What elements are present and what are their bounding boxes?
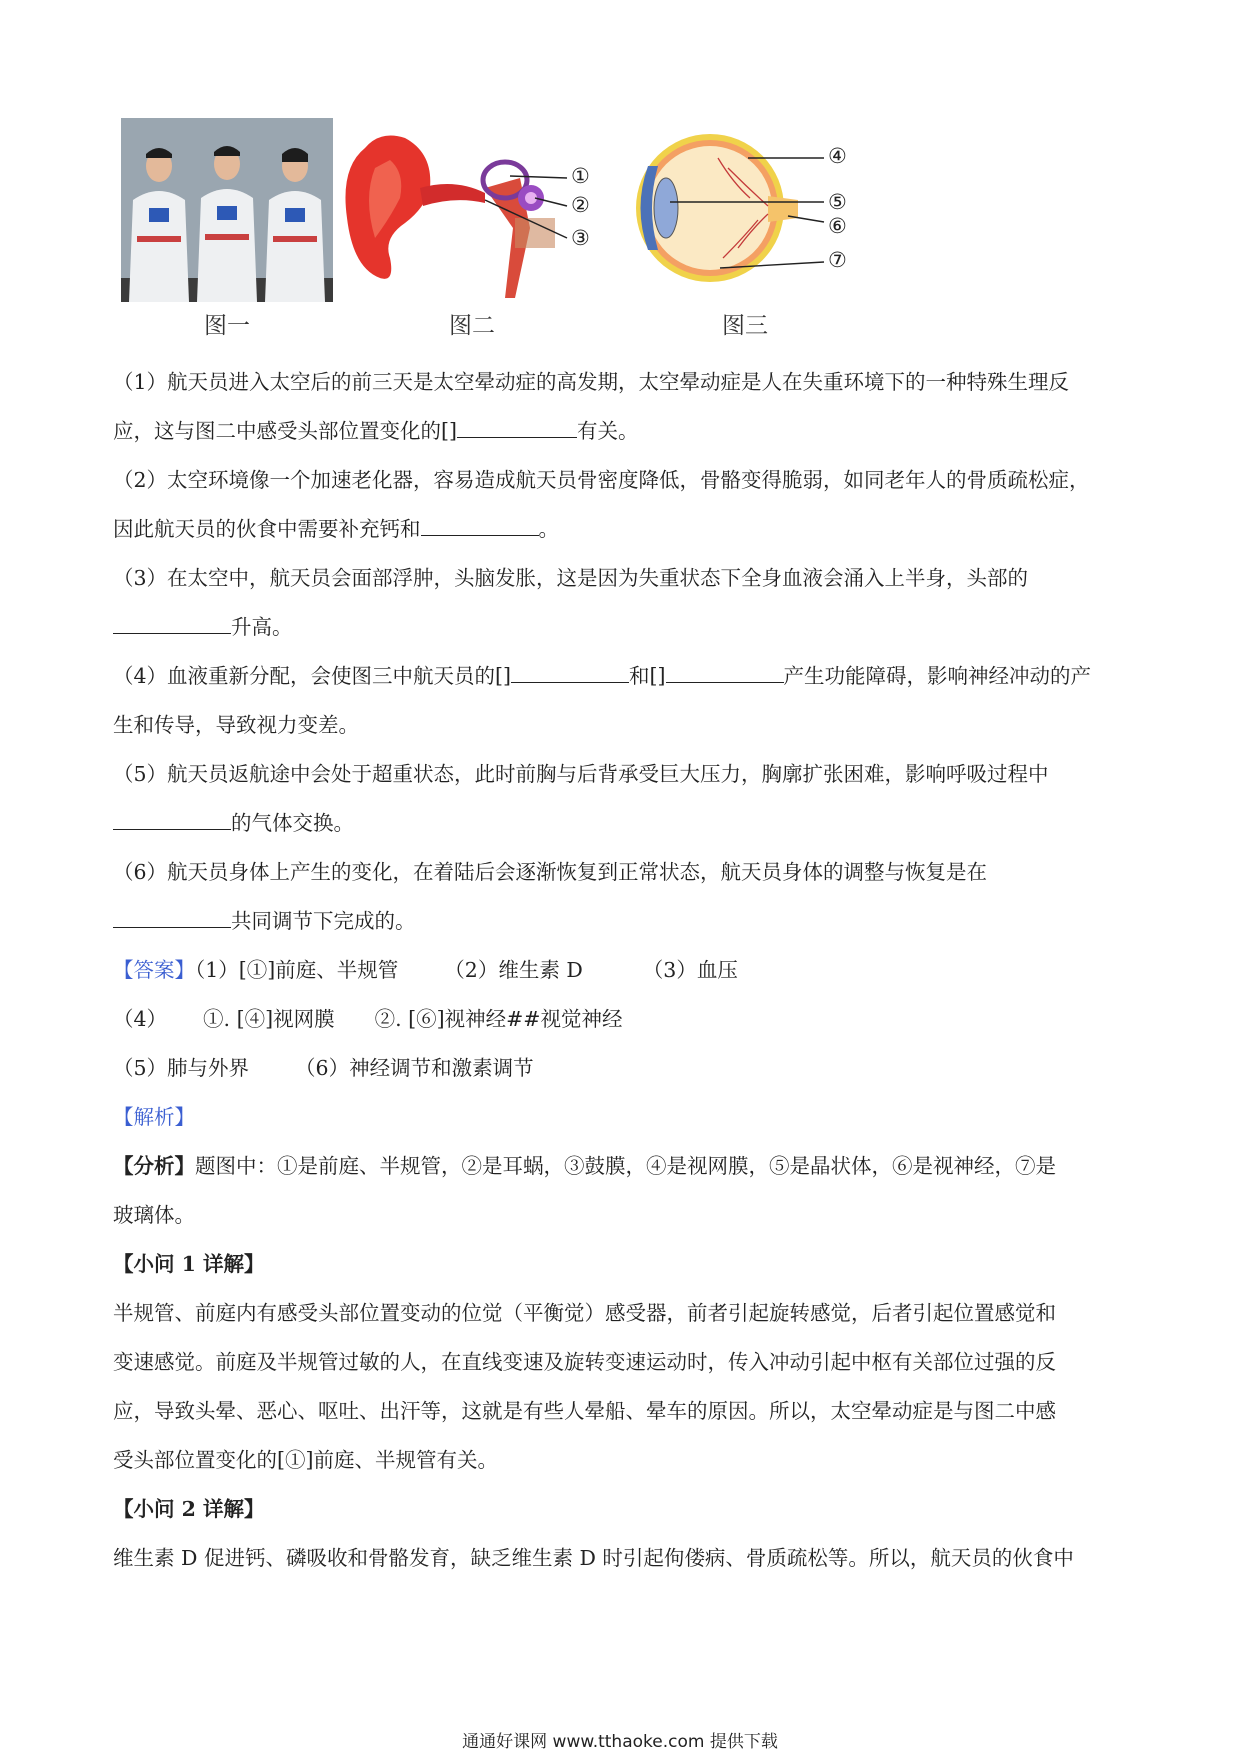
eye-label-4: ④ — [828, 144, 847, 168]
question-4 — [113, 652, 1133, 750]
question-5-line-2: 的气体交换。 — [113, 799, 1133, 848]
eye-label-6: ⑥ — [828, 214, 847, 238]
q1-detail-line: 变速感觉。前庭及半规管过敏的人，在直线变速及旋转变速运动时，传入冲动引起中枢有关部位过强的反 — [113, 1350, 1056, 1374]
answer-line-3: （5）肺与外界 （6）神经调节和激素调节 — [113, 1056, 534, 1080]
q2-detail-tag: 【小问 2 详解】 — [113, 1497, 265, 1521]
answer-blank[interactable] — [457, 417, 577, 438]
document-body — [113, 358, 1133, 1583]
eye-diagram — [628, 128, 858, 288]
ear-label-2: ② — [571, 193, 590, 217]
astronaut-photo — [121, 118, 333, 302]
question-6-line-2: 共同调节下完成的。 — [113, 897, 1133, 946]
analysis-tag: 【解析】 — [113, 1105, 195, 1129]
answer-blank[interactable] — [511, 662, 629, 683]
question-3-line-1: （3）在太空中，航天员会面部浮肿，头脑发胀，这是因为失重状态下全身血液会涌入上半身，头部的 — [113, 566, 1029, 590]
answer-tag: 【答案】 — [113, 958, 195, 982]
answer-blank[interactable] — [113, 613, 231, 634]
figure-caption-1: 图一 — [204, 313, 250, 339]
question-1-line-1: （1）航天员进入太空后的前三天是太空晕动症的高发期，太空晕动症是人在失重环境下的一种特殊生理反 — [113, 370, 1070, 394]
answer-line-1: 【答案】（1）[①]前庭、半规管 （2）维生素 D （3）血压 — [113, 958, 738, 982]
figure-caption-3: 图三 — [722, 313, 768, 339]
question-4-line-2: 生和传导，导致视力变差。 — [113, 713, 359, 737]
answer-blank[interactable] — [113, 809, 231, 830]
question-1-line-2: 应，这与图二中感受头部位置变化的[] 有关。 — [113, 419, 639, 443]
page-footer: 通通好课网 www.tthaoke.com 提供下载 — [462, 1732, 778, 1752]
answer-blank[interactable] — [666, 662, 784, 683]
q1-detail-tag: 【小问 1 详解】 — [113, 1252, 265, 1276]
question-6-line-1: （6）航天员身体上产生的变化，在着陆后会逐渐恢复到正常状态，航天员身体的调整与恢复是在 — [113, 860, 988, 884]
q1-detail-line: 应，导致头晕、恶心、呕吐、出汗等，这就是有些人晕船、晕车的原因。所以，太空晕动症是与图二中感 — [113, 1399, 1056, 1423]
analysis-fenxi: 【分析】题图中：①是前庭、半规管，②是耳蜗，③鼓膜，④是视网膜，⑤是晶状体，⑥是视神经，⑦是 — [113, 1154, 1056, 1178]
question-2-line-1: （2）太空环境像一个加速老化器，容易造成航天员骨密度降低，骨骼变得脆弱，如同老年人的骨质疏松症， — [113, 468, 1090, 492]
question-3-line-2: 升高。 — [113, 603, 1133, 652]
answer-line-2: （4） ①. [④]视网膜 ②. [⑥]视神经##视觉神经 — [113, 1007, 623, 1031]
question-5-line-1: （5）航天员返航途中会处于超重状态，此时前胸与后背承受巨大压力，胸廓扩张困难，影响呼吸过程中 — [113, 762, 1049, 786]
question-2 — [113, 456, 1133, 554]
ear-label-1: ① — [571, 164, 590, 188]
question-2-line-2: 因此航天员的伙食中需要补充钙和 。 — [113, 517, 559, 541]
answer-blank[interactable] — [421, 515, 539, 536]
ear-label-3: ③ — [571, 226, 590, 250]
q1-detail-line: 半规管、前庭内有感受头部位置变动的位觉（平衡觉）感受器，前者引起旋转感觉，后者引起位置感觉和 — [113, 1301, 1056, 1325]
question-3 — [113, 554, 1133, 652]
question-1 — [113, 358, 1133, 456]
question-6 — [113, 848, 1133, 946]
eye-label-7: ⑦ — [828, 248, 847, 272]
ear-diagram — [335, 128, 615, 298]
eye-label-5: ⑤ — [828, 190, 847, 214]
q1-detail-line: 受头部位置变化的[①]前庭、半规管有关。 — [113, 1448, 498, 1472]
question-4-line-1: （4）血液重新分配，会使图三中航天员的[] 和[] 产生功能障碍，影响神经冲动的产 — [113, 664, 1092, 688]
figure-caption-2: 图二 — [449, 313, 495, 339]
question-5 — [113, 750, 1133, 848]
q2-detail-line: 维生素 D 促进钙、磷吸收和骨骼发育，缺乏维生素 D 时引起佝偻病、骨质疏松等。所以，航天员的伙食中 — [113, 1546, 1074, 1570]
analysis-fenxi-line-2: 玻璃体。 — [113, 1203, 195, 1227]
answer-blank[interactable] — [113, 907, 231, 928]
